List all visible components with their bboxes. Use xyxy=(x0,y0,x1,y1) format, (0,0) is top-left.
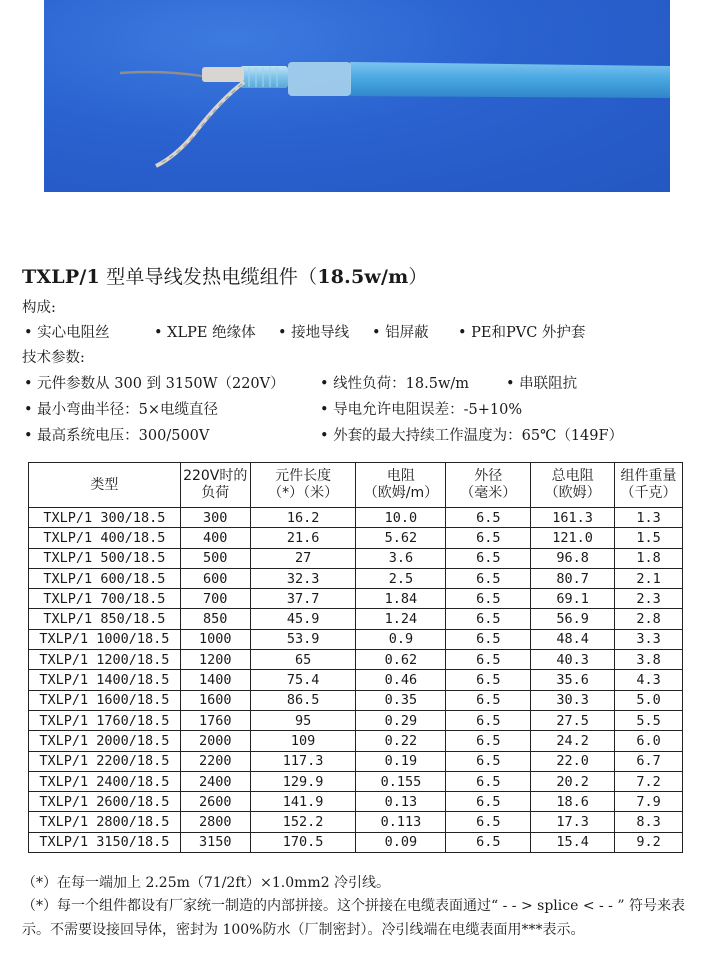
table-cell: TXLP/1 1000/18.5 xyxy=(29,629,181,649)
table-cell: 1.8 xyxy=(615,548,683,568)
cable-photo xyxy=(44,0,670,192)
table-cell: 10.0 xyxy=(356,508,446,528)
table-cell: TXLP/1 1200/18.5 xyxy=(29,650,181,670)
table-cell: 37.7 xyxy=(250,589,356,609)
table-row xyxy=(29,792,683,812)
table-cell: 152.2 xyxy=(250,812,356,832)
table-cell: 5.62 xyxy=(356,528,446,548)
table-cell: 0.09 xyxy=(356,832,446,852)
table-cell: 300 xyxy=(180,508,250,528)
table-cell: 7.2 xyxy=(615,771,683,791)
table-cell: 600 xyxy=(180,568,250,588)
table-cell: TXLP/1 1600/18.5 xyxy=(29,690,181,710)
table-cell: 2.8 xyxy=(615,609,683,629)
table-cell: 6.0 xyxy=(615,731,683,751)
page-title xyxy=(22,262,428,289)
table-cell: 700 xyxy=(180,589,250,609)
table-cell: TXLP/1 3150/18.5 xyxy=(29,832,181,852)
table-cell: 40.3 xyxy=(531,650,615,670)
table-cell: 500 xyxy=(180,548,250,568)
table-cell: 6.5 xyxy=(446,609,531,629)
tech-param: • 线性负荷：18.5w/m xyxy=(320,376,469,392)
tech-params-heading: 技术参数: xyxy=(22,350,85,366)
table-cell: 6.5 xyxy=(446,670,531,690)
table-cell: TXLP/1 500/18.5 xyxy=(29,548,181,568)
header-length: 元件长度 （*）（米） xyxy=(250,463,356,508)
table-cell: 6.5 xyxy=(446,731,531,751)
table-cell: 0.19 xyxy=(356,751,446,771)
table-cell: 30.3 xyxy=(531,690,615,710)
table-cell: 27 xyxy=(250,548,356,568)
table-row xyxy=(29,568,683,588)
table-cell: 45.9 xyxy=(250,609,356,629)
table-cell: 170.5 xyxy=(250,832,356,852)
table-cell: TXLP/1 1760/18.5 xyxy=(29,710,181,730)
table-cell: 9.2 xyxy=(615,832,683,852)
header-load: 220V时的 负荷 xyxy=(180,463,250,508)
table-cell: 3.8 xyxy=(615,650,683,670)
table-cell: 16.2 xyxy=(250,508,356,528)
table-body xyxy=(29,508,683,853)
table-cell: 3.3 xyxy=(615,629,683,649)
header-resistance: 电阻 （欧姆/m） xyxy=(356,463,446,508)
table-cell: 1000 xyxy=(180,629,250,649)
table-cell: TXLP/1 850/18.5 xyxy=(29,609,181,629)
composition-item: • 接地导线 xyxy=(278,325,350,341)
table-cell: 121.0 xyxy=(531,528,615,548)
tech-param: • 元件参数从 300 到 3150W（220V） xyxy=(24,376,285,392)
table-cell: 1760 xyxy=(180,710,250,730)
table-cell: 0.22 xyxy=(356,731,446,751)
table-cell: 17.3 xyxy=(531,812,615,832)
table-cell: 161.3 xyxy=(531,508,615,528)
table-cell: 53.9 xyxy=(250,629,356,649)
table-cell: 2600 xyxy=(180,792,250,812)
table-cell: 2200 xyxy=(180,751,250,771)
table-cell: 20.2 xyxy=(531,771,615,791)
table-cell: 0.9 xyxy=(356,629,446,649)
table-cell: 117.3 xyxy=(250,751,356,771)
table-cell: 6.5 xyxy=(446,548,531,568)
table-cell: 6.5 xyxy=(446,650,531,670)
cable-illustration xyxy=(44,0,670,192)
table-row xyxy=(29,731,683,751)
composition-item: • XLPE 绝缘体 xyxy=(154,325,256,341)
table-cell: 6.5 xyxy=(446,751,531,771)
table-cell: 6.5 xyxy=(446,508,531,528)
spec-table xyxy=(28,462,683,853)
table-cell: TXLP/1 2400/18.5 xyxy=(29,771,181,791)
table-cell: 2800 xyxy=(180,812,250,832)
table-cell: 1400 xyxy=(180,670,250,690)
table-cell: 109 xyxy=(250,731,356,751)
table-cell: 0.155 xyxy=(356,771,446,791)
footnote-splice: （*）每一个组件都设有厂家统一制造的内部拼接。这个拼接在电缆表面通过“ - - > splice < - - ” 符号来表示。不需要设接回导体，密封为 100%防水（厂制密封）。冷引线端在电缆表面用***表示。 xyxy=(22,898,685,938)
table-cell: 6.5 xyxy=(446,568,531,588)
table-cell: 0.62 xyxy=(356,650,446,670)
title-close: ） xyxy=(408,266,428,288)
table-cell: 850 xyxy=(180,609,250,629)
table-cell: TXLP/1 600/18.5 xyxy=(29,568,181,588)
table-row xyxy=(29,812,683,832)
title-rating: 18.5w/m xyxy=(317,266,409,288)
footnote-cold-lead: （*）在每一端加上 2.25m（71/2ft）×1.0mm2 冷引线。 xyxy=(22,875,391,891)
table-cell: TXLP/1 2800/18.5 xyxy=(29,812,181,832)
header-diameter: 外径 （毫米） xyxy=(446,463,531,508)
table-cell: 3150 xyxy=(180,832,250,852)
table-cell: 6.5 xyxy=(446,792,531,812)
composition-item: • PE和PVC 外护套 xyxy=(458,325,586,341)
header-weight: 组件重量 （千克） xyxy=(615,463,683,508)
table-cell: TXLP/1 1400/18.5 xyxy=(29,670,181,690)
table-cell: 8.3 xyxy=(615,812,683,832)
table-cell: 5.5 xyxy=(615,710,683,730)
table-cell: 65 xyxy=(250,650,356,670)
tech-param: • 外套的最大持续工作温度为：65℃（149F） xyxy=(320,428,624,444)
table-cell: 21.6 xyxy=(250,528,356,548)
table-cell: 0.35 xyxy=(356,690,446,710)
table-cell: 48.4 xyxy=(531,629,615,649)
tech-param: • 最高系统电压：300/500V xyxy=(24,428,210,444)
table-cell: 18.6 xyxy=(531,792,615,812)
table-cell: 5.0 xyxy=(615,690,683,710)
table-cell: 2000 xyxy=(180,731,250,751)
table-row xyxy=(29,589,683,609)
table-cell: TXLP/1 300/18.5 xyxy=(29,508,181,528)
table-cell: 0.113 xyxy=(356,812,446,832)
table-cell: 6.7 xyxy=(615,751,683,771)
table-cell: 56.9 xyxy=(531,609,615,629)
composition-heading: 构成: xyxy=(22,300,56,316)
table-row xyxy=(29,609,683,629)
table-row xyxy=(29,548,683,568)
table-row xyxy=(29,832,683,852)
table-cell: 96.8 xyxy=(531,548,615,568)
table-cell: 6.5 xyxy=(446,589,531,609)
table-cell: 6.5 xyxy=(446,771,531,791)
table-cell: 32.3 xyxy=(250,568,356,588)
table-cell: 2.1 xyxy=(615,568,683,588)
table-cell: 1200 xyxy=(180,650,250,670)
tech-param: • 最小弯曲半径：5×电缆直径 xyxy=(24,402,219,418)
table-cell: 6.5 xyxy=(446,528,531,548)
table-cell: 27.5 xyxy=(531,710,615,730)
table-cell: 0.29 xyxy=(356,710,446,730)
composition-item: • 实心电阻丝 xyxy=(24,325,110,341)
table-cell: TXLP/1 2200/18.5 xyxy=(29,751,181,771)
table-row xyxy=(29,771,683,791)
composition-list xyxy=(22,321,702,341)
header-type: 类型 xyxy=(29,463,181,508)
table-row xyxy=(29,751,683,771)
table-row xyxy=(29,710,683,730)
table-cell: 95 xyxy=(250,710,356,730)
table-cell: 15.4 xyxy=(531,832,615,852)
table-cell: 1.3 xyxy=(615,508,683,528)
table-cell: 6.5 xyxy=(446,690,531,710)
table-cell: 22.0 xyxy=(531,751,615,771)
table-cell: 2.3 xyxy=(615,589,683,609)
tech-param: • 串联阻抗 xyxy=(506,376,578,392)
table-cell: TXLP/1 700/18.5 xyxy=(29,589,181,609)
title-text: 型单导线发热电缆组件（ xyxy=(99,266,318,288)
table-cell: TXLP/1 2600/18.5 xyxy=(29,792,181,812)
table-cell: 1600 xyxy=(180,690,250,710)
table-cell: 35.6 xyxy=(531,670,615,690)
table-cell: 3.6 xyxy=(356,548,446,568)
composition-item: • 铝屏蔽 xyxy=(372,325,429,341)
table-cell: 129.9 xyxy=(250,771,356,791)
table-row xyxy=(29,629,683,649)
table-cell: TXLP/1 2000/18.5 xyxy=(29,731,181,751)
table-cell: 400 xyxy=(180,528,250,548)
table-row xyxy=(29,508,683,528)
table-cell: 6.5 xyxy=(446,812,531,832)
table-cell: 1.84 xyxy=(356,589,446,609)
title-model: TXLP/1 xyxy=(22,266,100,288)
table-cell: 80.7 xyxy=(531,568,615,588)
header-total-resistance: 总电阻 （欧姆） xyxy=(531,463,615,508)
tech-param: • 导电允许电阻误差：-5+10% xyxy=(320,402,523,418)
table-cell: 141.9 xyxy=(250,792,356,812)
table-cell: 6.5 xyxy=(446,710,531,730)
table-cell: 0.46 xyxy=(356,670,446,690)
tech-param-row xyxy=(22,372,702,392)
tech-param-row xyxy=(22,424,702,444)
table-row xyxy=(29,528,683,548)
table-header-row xyxy=(29,463,683,508)
table-cell: 75.4 xyxy=(250,670,356,690)
table-cell: 4.3 xyxy=(615,670,683,690)
tech-param-row xyxy=(22,398,702,418)
table-cell: TXLP/1 400/18.5 xyxy=(29,528,181,548)
table-cell: 0.13 xyxy=(356,792,446,812)
table-cell: 2.5 xyxy=(356,568,446,588)
table-cell: 2400 xyxy=(180,771,250,791)
table-cell: 1.24 xyxy=(356,609,446,629)
table-cell: 24.2 xyxy=(531,731,615,751)
table-row xyxy=(29,670,683,690)
table-cell: 1.5 xyxy=(615,528,683,548)
table-cell: 6.5 xyxy=(446,629,531,649)
table-cell: 7.9 xyxy=(615,792,683,812)
table-row xyxy=(29,690,683,710)
table-row xyxy=(29,650,683,670)
table-cell: 69.1 xyxy=(531,589,615,609)
table-cell: 86.5 xyxy=(250,690,356,710)
table-cell: 6.5 xyxy=(446,832,531,852)
